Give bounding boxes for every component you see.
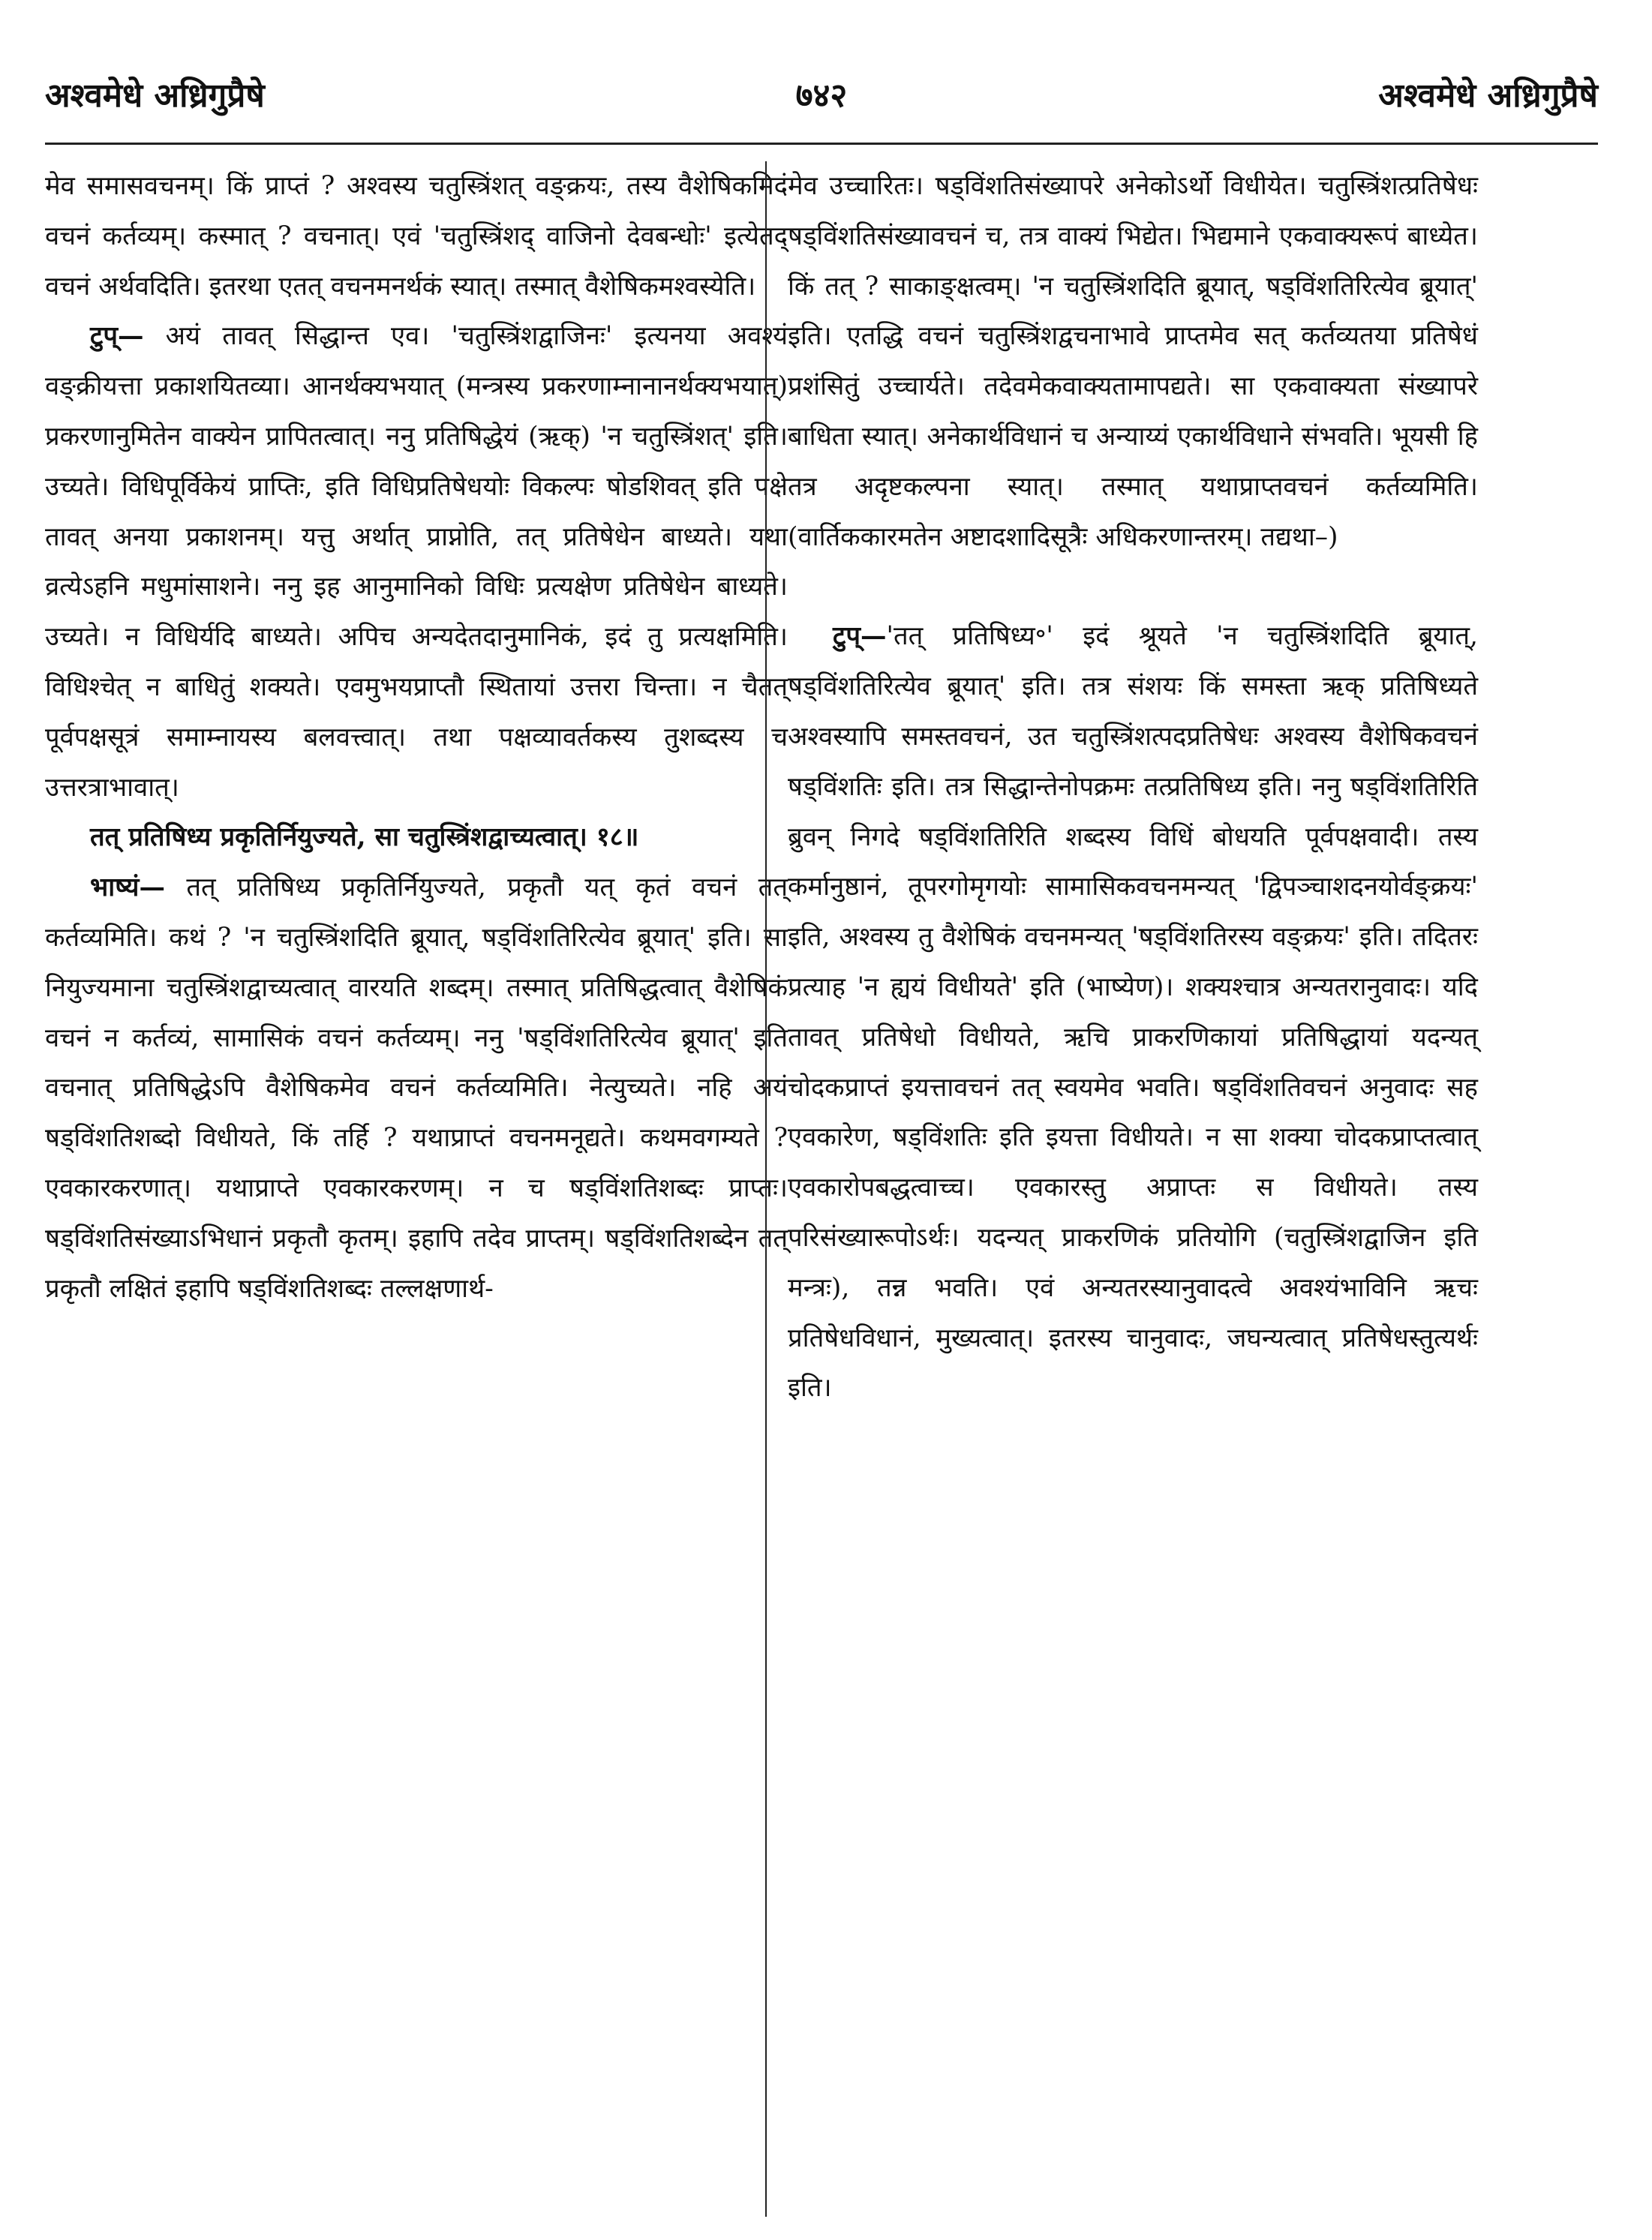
column-divider bbox=[765, 161, 767, 2217]
paragraph bbox=[45, 311, 788, 812]
running-header bbox=[45, 71, 1598, 146]
header-rule bbox=[45, 143, 1598, 145]
paragraph bbox=[788, 611, 1478, 1413]
paragraph-label: टुप्— bbox=[90, 321, 144, 352]
paragraph-text: अयं तावत् सिद्धान्त एव। 'चतुस्त्रिंशद्वाजिनः' इत्यनया अवश्यं वङ्क्रीयत्ता प्रकाशयितव्या। आनर्थक्यभयात् (मन्त्रस्य प्रकरणाम्नानानर्थक्यभयात्) प्रकरणानुमितेन वाक्येन प्रापितत्वात्। ननु प्रतिषिद्धेयं (ऋक्) 'न चतुस्त्रिंशत्' इति। उच्यते। विधिपूर्विकेयं प्राप्तिः, इति विधिप्रतिषेधयोः विकल्पः षोडशिवत् इति पक्षे तावत् अनया प्रकाशनम्। यत्तु अर्थात् प्राप्नोति, तत् प्रतिषेधेन बाध्यते। यथा व्रत्येऽहनि मधुमांसाशने। ननु इह आनुमानिको विधिः प्रत्यक्षेण प्रतिषेधेन बाध्यते। उच्यते। न विधिर्यदि बाध्यते। अपिच अन्यदेतदानुमानिकं, इदं तु प्रत्यक्षमिति। विधिश्चेत् न बाधितुं शक्यते। एवमुभयप्राप्तौ स्थितायां उत्तरा चिन्ता। न चैतत् पूर्वपक्षसूत्रं समाम्नायस्य बलवत्त्वात्। तथा पक्षव्यावर्तकस्य तुशब्दस्य च उत्तरत्राभावात्। bbox=[45, 321, 788, 803]
right-column bbox=[788, 161, 1478, 1413]
left-column bbox=[45, 161, 788, 1314]
paragraph-text: तत् प्रतिषिध्य प्रकृतिर्नियुज्यते, प्रकृतौ यत् कृतं वचनं तत् कर्तव्यमिति। कथं ? 'न चतुस्त्रिंशदिति ब्रूयात्, षड्विंशतिरित्येव ब्रूयात्' इति। सा नियुज्यमाना चतुस्त्रिंशद्वाच्यत्वात् वारयति शब्दम्। तस्मात् प्रतिषिद्धत्वात् वैशेषिकं वचनं न कर्तव्यं, सामासिकं वचनं कर्तव्यम्। ननु 'षड्विंशतिरित्येव ब्रूयात्' इति वचनात् प्रतिषिद्धेऽपि वैशेषिकमेव वचनं कर्तव्यमिति। नेत्युच्यते। नहि अयं षड्विंशतिशब्दो विधीयते, किं तर्हि ? यथाप्राप्तं वचनमनूद्यते। कथमवगम्यते ? एवकारकरणात्। यथाप्राप्ते एवकारकरणम्। न च षड्विंशतिशब्दः प्राप्तः। षड्विंशतिसंख्याऽभिधानं प्रकृतौ कृतम्। इहापि तदेव प्राप्तम्। षड्विंशतिशब्देन तत् प्रकृतौ लक्षितं इहापि षड्विंशतिशब्दः तल्लक्षणार्थ- bbox=[45, 872, 788, 1304]
paragraph-gap bbox=[788, 562, 1478, 611]
sutra-heading: तत् प्रतिषिध्य प्रकृतिर्नियुज्यते, सा चतुस्त्रिंशद्वाच्यत्वात्। १८॥ bbox=[90, 822, 639, 853]
paragraph: मेव उच्चारितः। षड्विंशतिसंख्यापरे अनेकोऽर्थो विधीयेत। चतुस्त्रिंशत्प्रतिषेधः षड्विंशतिसंख्यावचनं च, तत्र वाक्यं भिद्येत। भिद्यमाने एकवाक्यरूपं बाध्येत। किं तत् ? साकाङ्क्षत्वम्। 'न चतुस्त्रिंशदिति ब्रूयात्, षड्विंशतिरित्येव ब्रूयात्' इति। एतद्धि वचनं चतुस्त्रिंशद्वचनाभावे प्राप्तमेव सत् कर्तव्यतया प्रतिषेधं प्रशंसितुं उच्चार्यते। तदेवमेकवाक्यतामापद्यते। सा एकवाक्यता संख्यापरे बाधिता स्यात्। अनेकार्थविधानं च अन्याय्यं एकार्थविधाने संभवति। भूयसी हि तत्र अदृष्टकल्पना स्यात्। तस्मात् यथाप्राप्तवचनं कर्तव्यमिति। (वार्तिककारमतेन अष्टादशादिसूत्रैः अधिकरणान्तरम्। तद्यथा–) bbox=[788, 171, 1478, 552]
paragraph: मेव समासवचनम्। किं प्राप्तं ? अश्वस्य चतुस्त्रिंशत् वङ्क्रयः, तस्य वैशेषिकमिदं वचनं कर्तव्यम्। कस्मात् ? वचनात्। एवं 'चतुस्त्रिंशद् वाजिनो देवबन्धोः' इत्येतद् वचनं अर्थवदिति। इतरथा एतत् वचनमनर्थकं स्यात्। तस्मात् वैशेषिकमश्वस्येति। bbox=[45, 171, 788, 302]
paragraph-label: भाष्यं— bbox=[90, 872, 165, 903]
paragraph bbox=[45, 863, 788, 1314]
paragraph-label: टुप्— bbox=[833, 621, 887, 652]
header-left-title: अश्वमेधे अध्रिगुप्रैषे bbox=[45, 77, 265, 115]
page-number: ७४२ bbox=[795, 77, 848, 115]
header-right-title: अश्वमेधे अध्रिगुप्रैषे bbox=[1378, 77, 1598, 115]
paragraph-text: 'तत् प्रतिषिध्य॰' इदं श्रूयते 'न चतुस्त्रिंशदिति ब्रूयात्, षड्विंशतिरित्येव ब्रूयात्' इति। तत्र संशयः किं समस्ता ऋक् प्रतिषिध्यते अश्वस्यापि समस्तवचनं, उत चतुस्त्रिंशत्पदप्रतिषेधः अश्वस्य वैशेषिकवचनं षड्विंशतिः इति। तत्र सिद्धान्तेनोपक्रमः तत्प्रतिषिध्य इति। ननु षड्विंशतिरिति ब्रुवन् निगदे षड्विंशतिरिति शब्दस्य विधिं बोधयति पूर्वपक्षवादी। तस्य कर्मानुष्ठानं, तूपरगोमृगयोः सामासिकवचनमन्यत् 'द्विपञ्चाशदनयोर्वङ्क्रयः' इति, अश्वस्य तु वैशेषिकं वचनमन्यत् 'षड्विंशतिरस्य वङ्क्रयः' इति। तदितरः प्रत्याह 'न ह्ययं विधीयते' इति (भाष्येण)। शक्यश्चात्र अन्यतरानुवादः। यदि तावत् प्रतिषेधो विधीयते, ऋचि प्राकरणिकायां प्रतिषिद्धायां यदन्यत् चोदकप्राप्तं इयत्तावचनं तत् स्वयमेव भवति। षड्विंशतिवचनं अनुवादः सह एवकारेण, षड्विंशतिः इति इयत्ता विधीयते। न सा शक्या चोदकप्राप्तत्वात् एवकारोपबद्धत्वाच्च। एवकारस्तु अप्राप्तः स विधीयते। तस्य परिसंख्यारूपोऽर्थः। यदन्यत् प्राकरणिकं प्रतियोगि (चतुस्त्रिंशद्वाजिन इति मन्त्रः), तन्न भवति। एवं अन्यतरस्यानुवादत्वे अवश्यंभाविनि ऋचः प्रतिषेधविधानं, मुख्यत्वात्। इतरस्य चानुवादः, जघन्यत्वात् प्रतिषेधस्तुत्यर्थः इति। bbox=[788, 621, 1478, 1404]
